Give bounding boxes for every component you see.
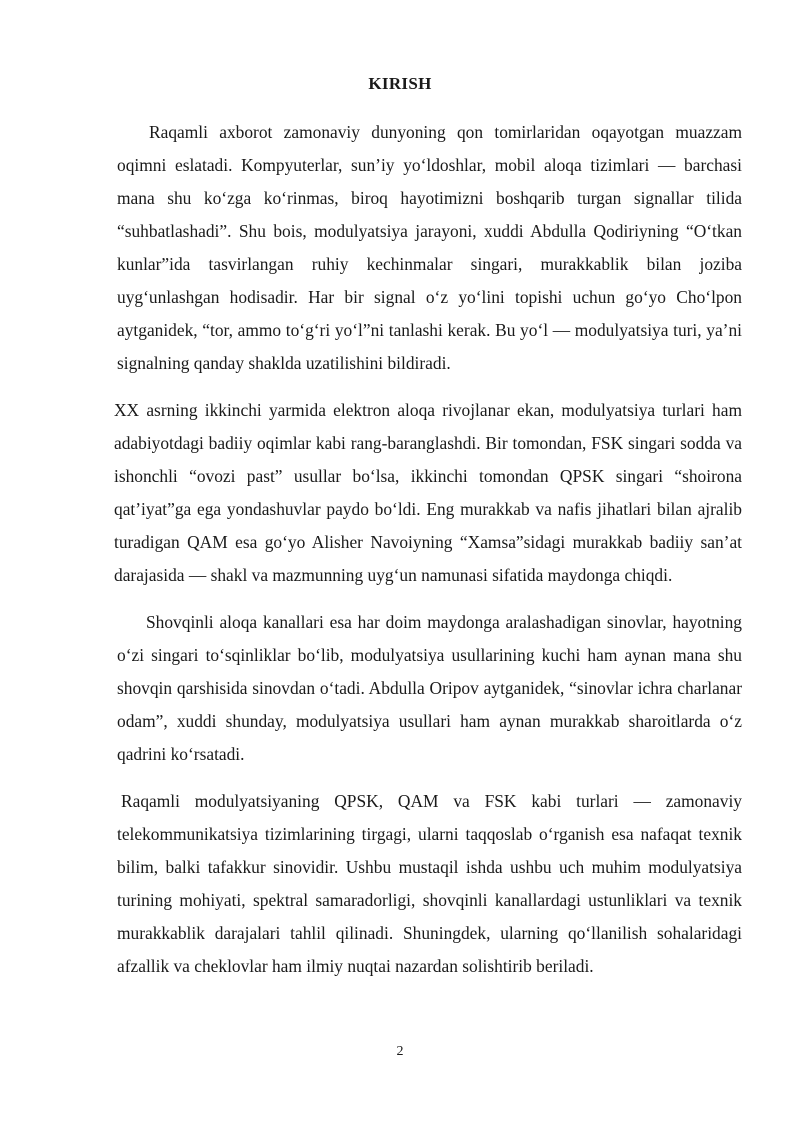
paragraph-intro: Raqamli axborot zamonaviy dunyoning qon tomirlaridan oqayotgan muazzam oqimni eslatadi. Kompyuterlar, sun’iy yo‘ldoshlar, mobil aloqa tizimlari — barchasi mana shu ko‘zga ko‘rinmas, biroq hayotimizni boshqarib turgan signallar tilida “suhbatlashadi”. Shu bois, modulyatsiya jarayoni, xuddi Abdulla Qodiriyning “O‘tkan kunlar”ida tasvirlangan ruhiy kechinmalar singari, murakkablik bilan joziba uyg‘unlashgan hodisadir. Har bir signal o‘z yo‘lini topishi uchun go‘yo Cho‘lpon aytganidek, “tor, ammo to‘g‘ri yo‘l”ni tanlashi kerak. Bu yo‘l — modulyatsiya turi, ya’ni signalning qanday shaklda uzatilishini bildiradi.	[117, 122, 742, 373]
paragraph-objectives: Raqamli modulyatsiyaning QPSK, QAM va FSK kabi turlari — zamonaviy telekommunikatsiya tizimlarining tirgagi, ularni taqqoslab o‘rganish esa nafaqat texnik bilim, balki tafakkur sinovidir. Ushbu mustaqil ishda ushbu uch muhim modulyatsiya turining mohiyati, spektral samaradorligi, shovqinli kanallardagi ustunliklari va texnik murakkablik darajalari tahlil qilinadi. Shuningdek, ularning qo‘llanilish sohalaridagi afzallik va cheklovlar ham ilmiy nuqtai nazardan solishtirib beriladi.	[117, 791, 742, 976]
body-text	[114, 116, 742, 997]
page-number: 2	[396, 1044, 404, 1059]
paragraph-noise: Shovqinli aloqa kanallari esa har doim maydonga aralashadigan sinovlar, hayotning o‘zi singari to‘sqinliklar bo‘lib, modulyatsiya usullarining kuchi ham aynan mana shu shovqin qarshisida sinovdan o‘tadi. Abdulla Oripov aytganidek, “sinovlar ichra charlanar odam”, xuddi shunday, modulyatsiya usullari ham aynan murakkab sharoitlarda o‘z qadrini ko‘rsatadi.	[117, 612, 742, 764]
paragraph-history: XX asrning ikkinchi yarmida elektron aloqa rivojlanar ekan, modulyatsiya turlari ham adabiyotdagi badiiy oqimlar kabi rang-baranglashdi. Bir tomondan, FSK singari sodda va ishonchli “ovozi past” usullar bo‘lsa, ikkinchi tomondan QPSK singari “shoirona qat’iyat”ga ega yondashuvlar paydo bo‘ldi. Eng murakkab va nafis jihatlari bilan ajralib turadigan QAM esa go‘yo Alisher Navoiyning “Xamsa”sidagi murakkab badiiy san’at darajasida — shakl va mazmunning uyg‘un namunasi sifatida maydonga chiqdi.	[114, 400, 742, 585]
section-title: KIRISH	[368, 74, 432, 93]
